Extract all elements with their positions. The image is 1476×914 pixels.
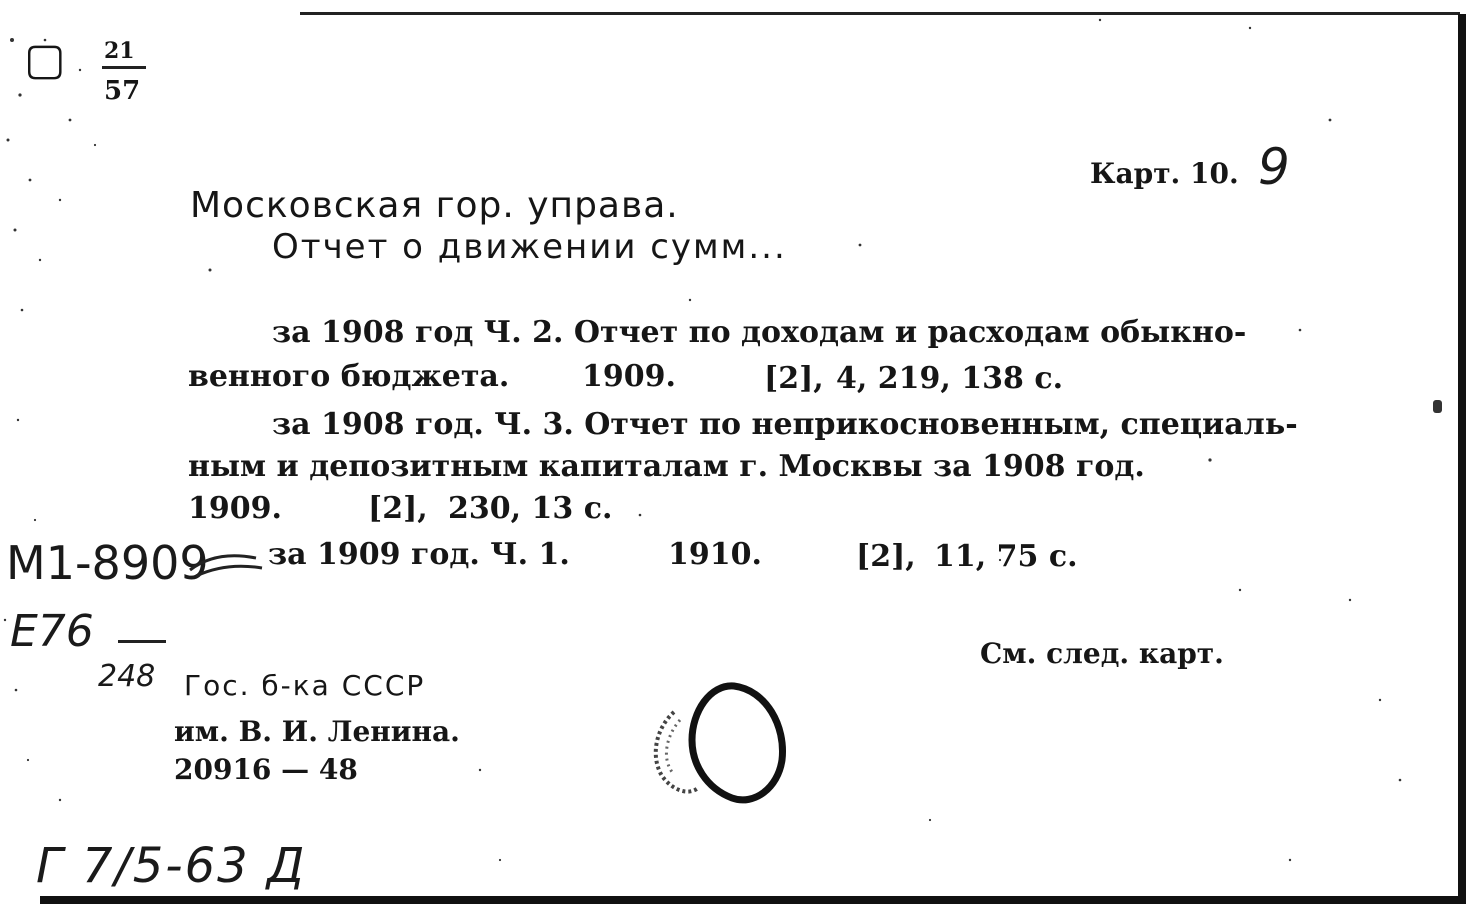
library-stamp-line-1: Гос. б-ка СССР <box>184 669 426 702</box>
card-right-edge <box>1458 14 1466 904</box>
entry-1-year: 1909. <box>582 359 676 394</box>
heading-author: Московская гор. управа. <box>190 185 679 226</box>
entry-2-bracket: [2], <box>368 491 428 526</box>
shelf-code-scribble <box>186 540 266 580</box>
card-top-edge <box>300 12 1460 15</box>
entry-1-bracket: [2], <box>764 361 824 396</box>
corner-fraction-bar <box>102 66 146 69</box>
entry-3-pages: 11, 75 с. <box>934 539 1078 574</box>
corner-box-icon: ▢ <box>24 34 66 85</box>
entry-1-line-2: венного бюджета. <box>188 359 510 394</box>
entry-2-line-2: ным и депозитным капиталам г. Москвы за 1908 год. <box>188 449 1145 484</box>
handwritten-shelf-code: М1-8909 <box>6 536 209 590</box>
handwritten-bottom-code: Г 7/5-63 Д <box>36 838 307 894</box>
entry-2-line-1: за 1908 год. Ч. 3. Отчет по неприкосновенным, специаль- <box>272 407 1298 442</box>
library-stamp-line-2: им. В. И. Ленина. <box>174 715 460 748</box>
entry-1-pages: 4, 219, 138 с. <box>836 361 1064 396</box>
card-bottom-edge <box>40 896 1466 904</box>
entry-2-pages: 230, 13 с. <box>448 491 613 526</box>
corner-fraction-top: 21 <box>104 38 135 64</box>
corner-fraction-bottom: 57 <box>104 76 141 106</box>
library-stamp-line-3: 20916 — 48 <box>174 753 358 786</box>
entry-3-bracket: [2], <box>856 539 916 574</box>
entry-2-year: 1909. <box>188 491 282 526</box>
handwritten-code-248: 248 <box>98 659 156 694</box>
entry-1-line-1: за 1908 год Ч. 2. Отчет по доходам и расходам обыкно- <box>272 315 1247 350</box>
card-number-handwritten: 9 <box>1258 138 1290 196</box>
hole-punch <box>636 676 806 822</box>
code-e-underline <box>118 640 166 643</box>
card-number: Карт. 10. <box>1090 157 1239 190</box>
entry-3-line-1: за 1909 год. Ч. 1. <box>268 537 570 572</box>
entry-3-year: 1910. <box>668 537 762 572</box>
see-next-card-note: См. след. карт. <box>980 637 1224 670</box>
handwritten-code-e: Е76 <box>10 606 94 657</box>
subheading-title: Отчет о движении сумм... <box>272 227 787 267</box>
